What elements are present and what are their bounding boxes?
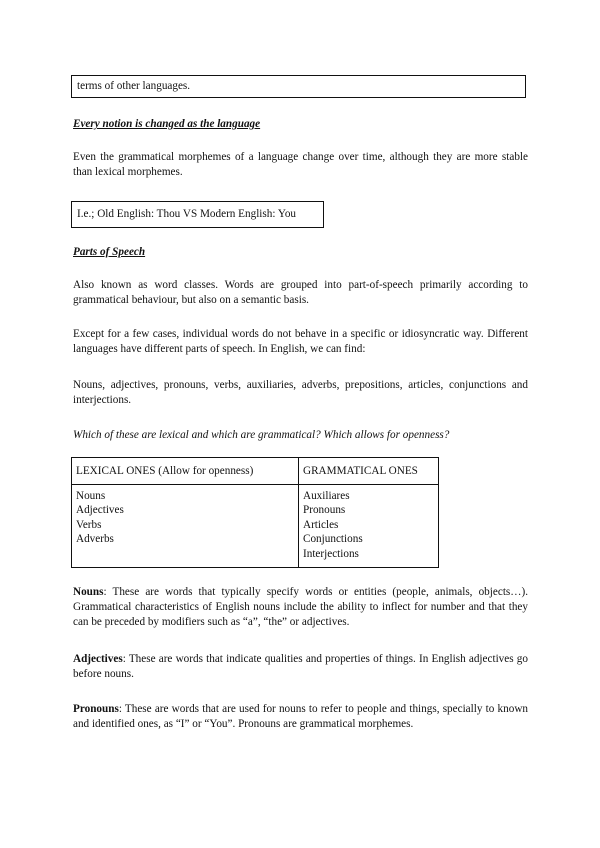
definition-pronouns [73,702,528,732]
list-item: Verbs [76,518,102,531]
list-item: Pronouns [303,504,346,517]
paragraph-different-languages: Except for a few cases, individual words do not behave in a specific or idiosyncratic way. Different languages have different parts of speech. In English, we can find: [73,328,528,355]
list-item: Auxiliares [303,490,350,502]
example-box [71,201,324,228]
list-item: Adjectives [76,504,124,517]
header-grammatical: GRAMMATICAL ONES [299,458,439,485]
table-body-row [72,485,439,568]
table-header-row [72,458,439,485]
definition-text: : These are words that typically specify words or entities (people, animals, objects…). Grammatical characteristics of English nouns include the ability to inflect for number and that they can be preceded by modifiers such as “a”, “the” or adjectives. [73,586,528,628]
definition-term: Pronouns [73,703,119,715]
question-text: Which of these are lexical and which are grammatical? Which allows for openness? [73,429,450,441]
definition-nouns [73,585,528,630]
paragraph-word-classes: Also known as word classes. Words are grouped into part-of-speech primarily according to grammatical behaviour, but also on a semantic basis. [73,279,528,306]
header-lexical: LEXICAL ONES (Allow for openness) [72,458,299,485]
list-item: Conjunctions [303,533,363,546]
section-heading-parts-of-speech: Parts of Speech [73,246,146,258]
lexical-list [72,485,299,568]
paragraph-list-of-parts: Nouns, adjectives, pronouns, verbs, auxiliaries, adverbs, prepositions, articles, conjunctions and interjections. [73,379,528,406]
section-heading-notion: Every notion is changed as the language [73,118,261,130]
list-item: Interjections [303,547,359,560]
list-item: Articles [303,518,339,531]
list-item: Nouns [76,490,106,502]
definition-text: : These are words that indicate qualities and properties of things. In English adjectives go before nouns. [73,653,528,680]
grammatical-list [299,485,439,568]
definition-term: Nouns [73,586,104,598]
top-quote-box [71,75,526,98]
paragraph-grammatical-morphemes: Even the grammatical morphemes of a language change over time, although they are more stable than lexical morphemes. [73,151,528,178]
parts-of-speech-table [71,457,439,568]
example-text: I.e.; Old English: Thou VS Modern English: You [77,208,297,220]
top-quote-text: terms of other languages. [77,80,191,92]
definition-adjectives [73,652,528,682]
list-item: Adverbs [76,533,114,546]
definition-text: : These are words that are used for nouns to refer to people and things, specially to known and identified ones, as “I” or “You”. Pronouns are grammatical morphemes. [73,703,528,730]
definition-term: Adjectives [73,653,123,665]
